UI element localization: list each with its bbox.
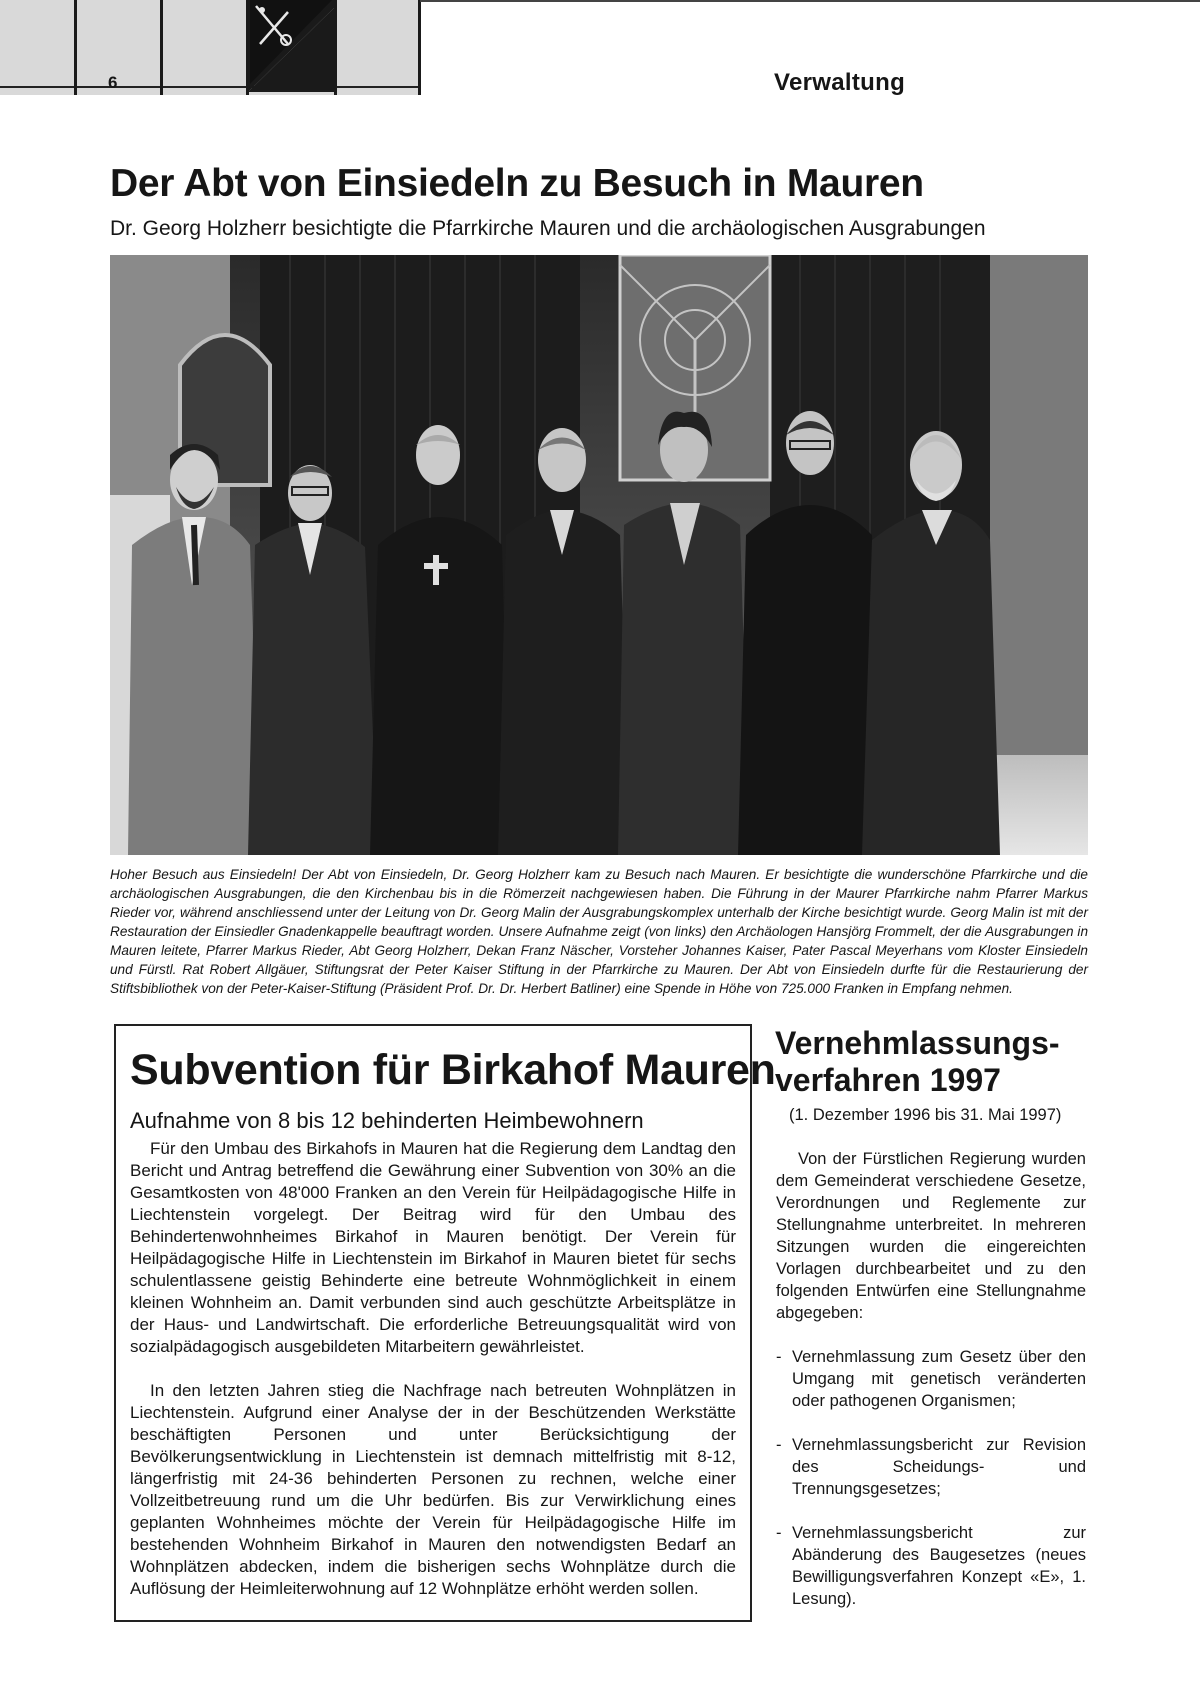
page-header [0,0,1200,95]
header-divider [160,0,163,95]
header-top-rule [420,0,1200,2]
article-headline: Der Abt von Einsiedeln zu Besuch in Mauren [110,162,924,205]
subvention-article-box [114,1024,776,1622]
box-article-body [130,1138,736,1600]
box-article-subtitle: Aufnahme von 8 bis 12 behinderten Heimbewohnern [130,1108,644,1133]
header-grey-band [0,0,420,95]
list-item: - Vernehmlassung zum Gesetz über den Umgang mit genetisch veränderten oder pathogenen Organismen; [776,1346,1086,1412]
header-divider [418,0,421,95]
coat-of-arms-icon [248,0,334,92]
list-item: - Vernehmlassungsbericht zur Revision des Scheidungs- und Trennungsgesetzes; [776,1434,1086,1500]
side-article-body [776,1148,1086,1610]
page-number: 6 [108,73,118,92]
box-article-paragraph: In den letzten Jahren stieg die Nachfrage nach betreuten Wohnplätzen in Liechtenstein. Aufgrund einer Analyse der in der Beschützenden Werkstätte beschäftigten Personen und unter Berücksichtigung der Bevölkerungsentwicklung in Liechtenstein ist demnach mittelfristig mit 8-12, längerfristig mit 24-36 behinderten Personen zu rechnen, welche einer Vollzeitbetreuung rund um die Uhr bedürfen. Bis zur Verwirklichung eines geplanten Wohnheimes möchte der Verein für Heilpädagogische Hilfe im bestehenden Wohnheim Birkahof in Mauren den notwendigsten Bedarf an Wohnplätzen abdecken, indem die bisherigen sechs Wohnplätze durch die Auflösung der Heimleiterwohnung auf 12 Wohnplätze erhöht werden sollen. [130,1381,736,1598]
header-divider [74,0,77,95]
side-article-dates: (1. Dezember 1996 bis 31. Mai 1997) [789,1106,1062,1124]
section-title: Verwaltung [774,69,906,96]
side-article-intro: Von der Fürstlichen Regierung wurden dem Gemeinderat verschiedene Gesetze, Verordnungen und Reglemente zur Stellungnahme unterbreitet. In mehreren Sitzungen wurden die eingereichten Vorlagen durchbearbeitet und zu den folgenden Entwürfen eine Stellungnahme abgegeben: [776,1150,1086,1322]
header-underline [0,86,420,88]
side-article-title: Vernehmlassungs-verfahren 1997 [775,1025,1060,1098]
photo-caption: Hoher Besuch aus Einsiedeln! Der Abt von Einsiedeln, Dr. Georg Holzherr kam zu Besuch nach Mauren. Er besichtigte die wunderschöne Pfarrkirche und die archäologischen Ausgrabungen, die den Kirchenbau bis in die Römerzeit nachgewiesen haben. Die Führung in der Maurer Pfarrkirche nahm Pfarrer Markus Rieder vor, während anschliessend unter der Leitung von Dr. Georg Malin der Ausgrabungskomplex unterhalb der Kirche besichtigt wurde. Georg Malin ist mit der Restauration der Einsiedler Gnadenkappelle beauftragt worden. Unsere Aufnahme zeigt (von links) den Archäologen Hansjörg Frommelt, der die Ausgrabungen in Mauren leitete, Pfarrer Markus Rieder, Abt Georg Holzherr, Dekan Franz Näscher, Vorsteher Johannes Kaiser, Pater Pascal Meyerhans vom Kloster Einsiedeln und Fürstl. Rat Robert Allgäuer, Stiftungsrat der Peter Kaiser Stiftung in der Pfarrkirche zu Mauren. Der Abt von Einsiedeln durfte für die Restaurierung der Stiftsbibliothek von der Peter-Kaiser-Stiftung (Präsident Prof. Dr. Dr. Herbert Batliner) eine Spende in Höhe von 725.000 Franken in Empfang nehmen. [110,867,1088,996]
header-divider [334,0,337,95]
list-item: - Vernehmlassungsbericht zur Abänderung des Baugesetzes (neues Bewilligungsverfahren Konzept «E», 1. Lesung). [776,1522,1086,1610]
box-article-paragraph: Für den Umbau des Birkahofs in Mauren hat die Regierung dem Landtag den Bericht und Antrag betreffend die Gewährung einer Subvention von 30% an die Gesamtkosten von 48'000 Franken an den Verein für Heilpädagogische Hilfe in Liechtenstein vorgelegt. Der Beitrag wird für den Umbau des Behindertenwohnheimes Birkahof in Mauren benötigt. Der Verein für Heilpädagogische Hilfe in Liechtenstein im Birkahof in Mauren bietet für sechs schulentlassene geistig Behinderte eine betreute Wohnmöglichkeit in einem kleinen Wohnheim an. Damit verbunden sind auch geschützte Arbeitsplätze in der Haus- und Landwirtschaft. Die erforderliche Betreuungsqualität wird von sozialpädagogisch ausgebildeten Mitarbeitern gewährleistet. [130,1139,736,1356]
group-photo [110,255,1088,855]
box-article-title: Subvention für Birkahof Mauren [130,1046,776,1094]
article-subheadline: Dr. Georg Holzherr besichtigte die Pfarrkirche Mauren und die archäologischen Ausgrabungen [110,217,986,240]
side-article-list [776,1346,1086,1610]
